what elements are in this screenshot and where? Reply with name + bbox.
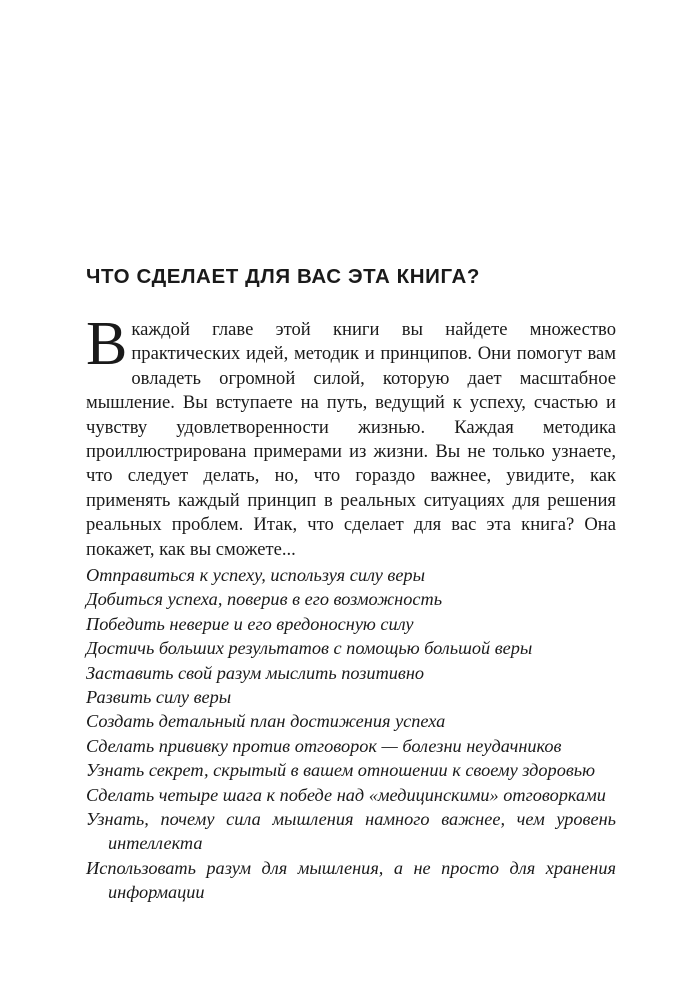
list-item: Развить силу веры	[86, 687, 232, 708]
list-item: Победить неверие и его вредоносную силу	[86, 613, 414, 634]
drop-cap: В	[86, 310, 128, 378]
list-item: Сделать четыре шага к победе над «медицинскими» отговорками	[86, 784, 606, 805]
list-item: Добиться успеха, поверив в его возможность	[86, 589, 443, 610]
benefits-list	[86, 563, 616, 905]
intro-paragraph	[86, 310, 616, 562]
list-item: Сделать прививку против отговорок — болезни неудачников	[86, 735, 562, 756]
chapter-heading: ЧТО СДЕЛАЕТ ДЛЯ ВАС ЭТА КНИГА?	[86, 265, 480, 288]
book-page	[86, 0, 616, 1001]
intro-text: каждой главе этой книги вы найдете множество практических идей, методик и принципов. Они помогут вам овладеть огромной силой, которую дает масштабное мышление. Вы вступаете на путь, ведущий к успеху, счастью и чувству удовлетворенности жизнью. Каждая методика проиллюстрирована примерами из жизни. Вы не только узнаете, что следует делать, но, что гораздо важнее, увидите, как применять каждый принцип в реальных ситуациях для решения реальных проблем. Итак, что сделает для вас эта книга? Она покажет, как вы сможете...	[86, 319, 616, 560]
list-item: Использовать разум для мышления, а не просто для хранения информации	[86, 857, 616, 903]
list-item: Отправиться к успеху, используя силу веры	[86, 565, 425, 585]
list-item: Узнать, почему сила мышления намного важнее, чем уровень интеллекта	[86, 809, 616, 854]
list-item: Создать детальный план достижения успеха	[86, 711, 446, 732]
list-item: Заставить свой разум мыслить позитивно	[86, 662, 425, 683]
list-item: Достичь больших результатов с помощью большой веры	[86, 638, 533, 659]
list-item: Узнать секрет, скрытый в вашем отношении к своему здоровью	[86, 760, 595, 781]
